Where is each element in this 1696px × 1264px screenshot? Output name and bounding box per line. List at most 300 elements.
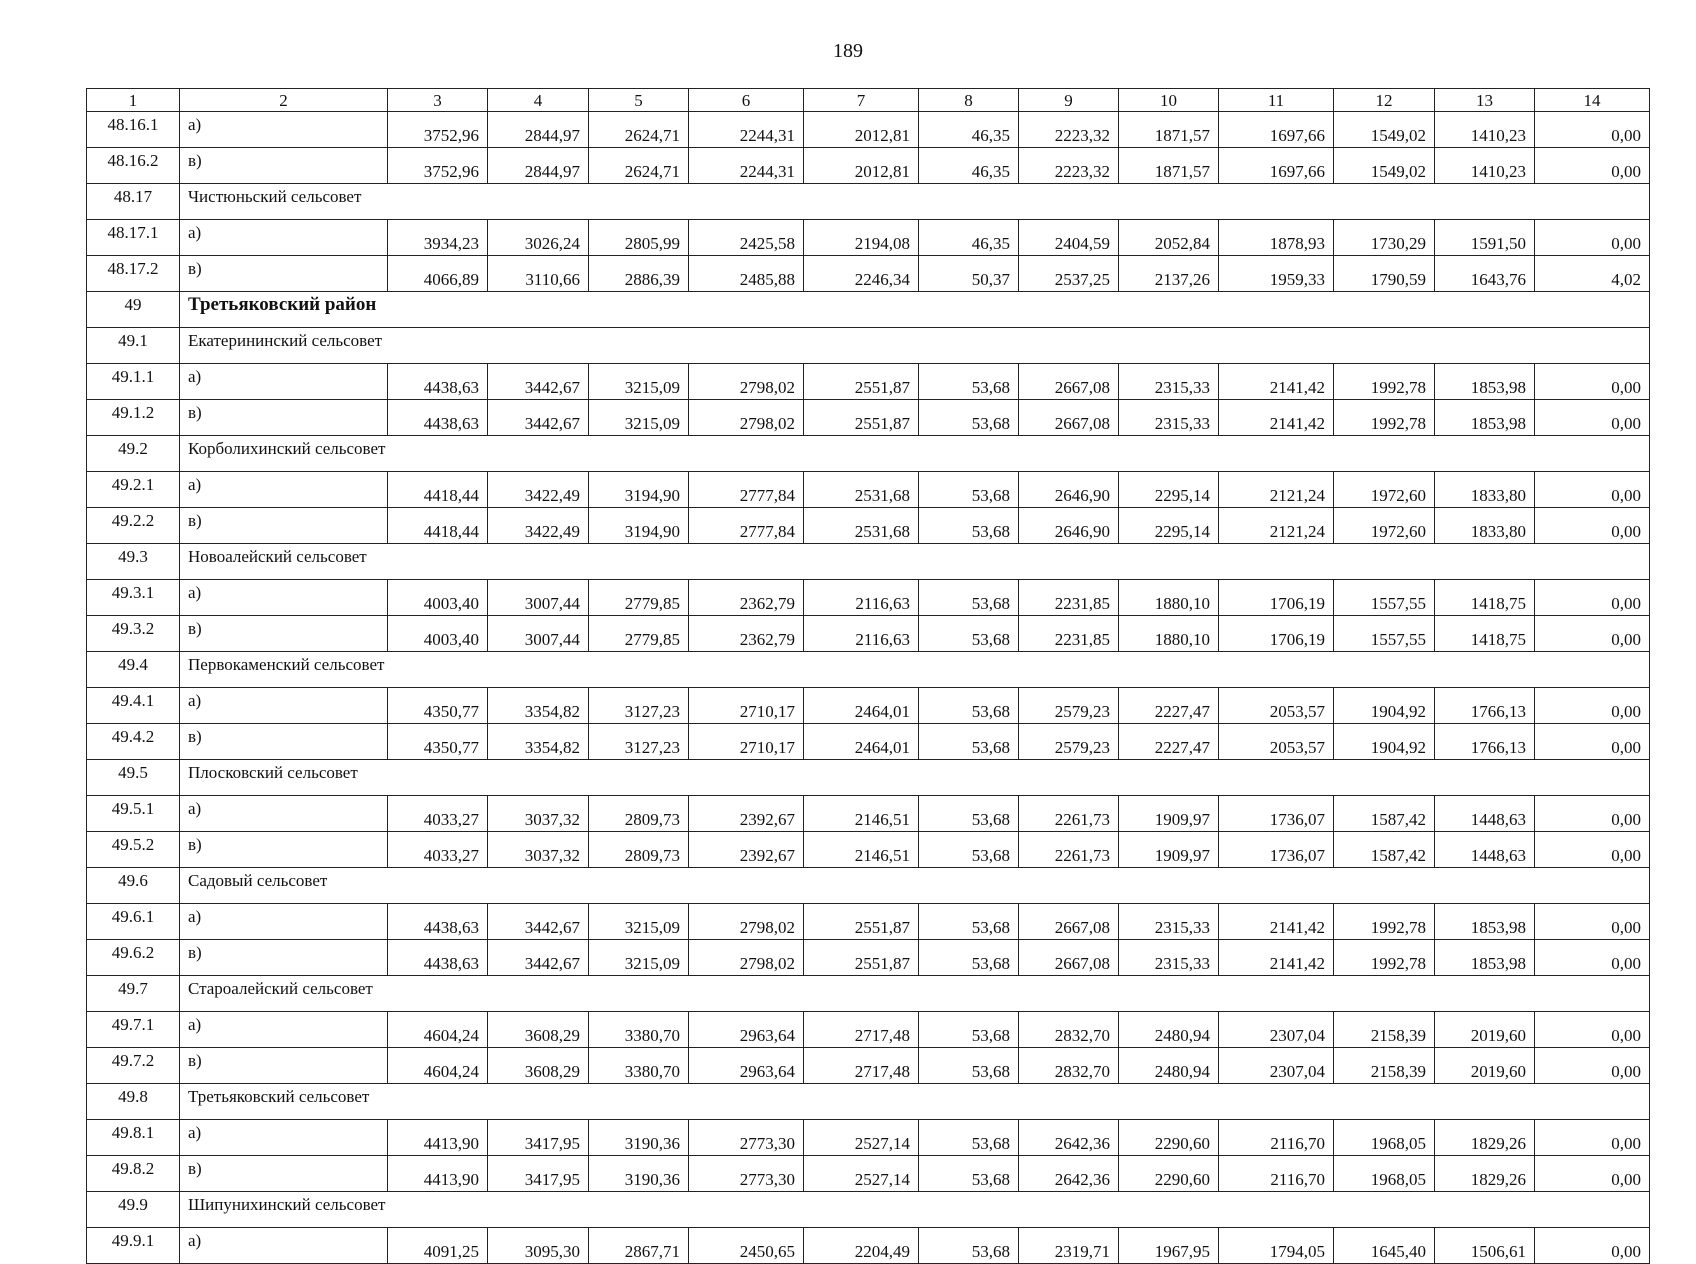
table-cell: 2624,71 [589,148,689,184]
table-cell: 2146,51 [804,796,919,832]
district-title: Третьяковский район [180,292,1650,328]
table-cell: 2667,08 [1019,904,1119,940]
row-label: в) [180,508,388,544]
table-cell: 3442,67 [488,904,589,940]
table-cell: 1448,63 [1435,796,1535,832]
table-cell: 2798,02 [689,904,804,940]
row-number: 49.3 [87,544,180,580]
row-label: а) [180,112,388,148]
table-cell: 2362,79 [689,616,804,652]
table-cell: 3354,82 [488,724,589,760]
section-row [87,868,1650,904]
table-cell: 3110,66 [488,256,589,292]
table-cell: 2779,85 [589,616,689,652]
column-header: 12 [1334,89,1435,112]
table-cell: 3007,44 [488,616,589,652]
table-cell: 4033,27 [388,832,488,868]
table-cell: 4604,24 [388,1048,488,1084]
row-label: в) [180,1048,388,1084]
column-header: 2 [180,89,388,112]
table-body [87,89,1650,1264]
row-number: 49.3.2 [87,616,180,652]
table-row [87,1012,1650,1048]
table-cell: 2315,33 [1119,364,1219,400]
table-cell: 1829,26 [1435,1156,1535,1192]
table-cell: 2537,25 [1019,256,1119,292]
table-row [87,148,1650,184]
table-cell: 2052,84 [1119,220,1219,256]
table-cell: 1557,55 [1334,580,1435,616]
table-cell: 3215,09 [589,940,689,976]
table-row [87,616,1650,652]
table-cell: 3127,23 [589,688,689,724]
table-cell: 3422,49 [488,472,589,508]
table-cell: 1766,13 [1435,724,1535,760]
section-row [87,544,1650,580]
table-cell: 1871,57 [1119,148,1219,184]
row-label: а) [180,688,388,724]
table-cell: 1587,42 [1334,796,1435,832]
table-cell: 4350,77 [388,688,488,724]
row-number: 49.1.1 [87,364,180,400]
table-cell: 1730,29 [1334,220,1435,256]
table-cell: 2261,73 [1019,796,1119,832]
table-cell: 2392,67 [689,796,804,832]
table-row [87,580,1650,616]
table-cell: 2531,68 [804,472,919,508]
table-cell: 2315,33 [1119,904,1219,940]
table-cell: 1587,42 [1334,832,1435,868]
table-cell: 1909,97 [1119,796,1219,832]
table-cell: 3380,70 [589,1048,689,1084]
column-header: 10 [1119,89,1219,112]
table-cell: 1967,95 [1119,1228,1219,1264]
table-cell: 0,00 [1535,904,1650,940]
section-row [87,1192,1650,1228]
column-header: 9 [1019,89,1119,112]
table-cell: 1706,19 [1219,580,1334,616]
table-cell: 4091,25 [388,1228,488,1264]
table-cell: 2480,94 [1119,1048,1219,1084]
row-number: 49.4 [87,652,180,688]
table-cell: 1410,23 [1435,148,1535,184]
table-cell: 1736,07 [1219,796,1334,832]
table-cell: 1853,98 [1435,400,1535,436]
table-cell: 2227,47 [1119,724,1219,760]
table-cell: 3190,36 [589,1120,689,1156]
table-cell: 2777,84 [689,472,804,508]
table-cell: 0,00 [1535,112,1650,148]
table-cell: 2141,42 [1219,364,1334,400]
row-number: 49.8.2 [87,1156,180,1192]
table-cell: 1968,05 [1334,1120,1435,1156]
table-cell: 2141,42 [1219,400,1334,436]
row-number: 49.9 [87,1192,180,1228]
table-cell: 0,00 [1535,1228,1650,1264]
table-cell: 46,35 [919,220,1019,256]
table-cell: 2551,87 [804,400,919,436]
row-label: а) [180,1228,388,1264]
table-cell: 2464,01 [804,724,919,760]
table-cell: 0,00 [1535,220,1650,256]
table-cell: 2019,60 [1435,1012,1535,1048]
table-cell: 2315,33 [1119,940,1219,976]
table-cell: 0,00 [1535,148,1650,184]
table-cell: 53,68 [919,364,1019,400]
row-number: 49.3.1 [87,580,180,616]
table-cell: 2963,64 [689,1048,804,1084]
table-cell: 2012,81 [804,148,919,184]
table-row [87,1120,1650,1156]
section-title: Чистюньский сельсовет [180,184,1650,220]
table-cell: 2019,60 [1435,1048,1535,1084]
table-cell: 1853,98 [1435,904,1535,940]
table-cell: 1506,61 [1435,1228,1535,1264]
table-row [87,400,1650,436]
table-cell: 0,00 [1535,832,1650,868]
row-number: 49.7.2 [87,1048,180,1084]
row-number: 49.2.1 [87,472,180,508]
row-number: 49.2 [87,436,180,472]
table-row [87,508,1650,544]
section-row [87,184,1650,220]
table-cell: 3422,49 [488,508,589,544]
row-label: в) [180,1156,388,1192]
table-cell: 2425,58 [689,220,804,256]
table-cell: 1736,07 [1219,832,1334,868]
table-cell: 2307,04 [1219,1012,1334,1048]
table-cell: 3608,29 [488,1012,589,1048]
table-cell: 0,00 [1535,724,1650,760]
table-cell: 2832,70 [1019,1012,1119,1048]
table-cell: 2053,57 [1219,688,1334,724]
table-row [87,472,1650,508]
table-cell: 3215,09 [589,904,689,940]
table-cell: 2290,60 [1119,1156,1219,1192]
table-cell: 1418,75 [1435,580,1535,616]
table-row [87,364,1650,400]
section-row [87,976,1650,1012]
table-cell: 2261,73 [1019,832,1119,868]
table-cell: 53,68 [919,796,1019,832]
table-cell: 53,68 [919,508,1019,544]
table-cell: 3752,96 [388,148,488,184]
table-cell: 0,00 [1535,1156,1650,1192]
row-number: 49.6.1 [87,904,180,940]
table-cell: 2798,02 [689,364,804,400]
table-cell: 1878,93 [1219,220,1334,256]
row-number: 49.8 [87,1084,180,1120]
table-cell: 3026,24 [488,220,589,256]
table-cell: 46,35 [919,148,1019,184]
row-label: а) [180,580,388,616]
table-cell: 0,00 [1535,508,1650,544]
header-row [87,89,1650,112]
section-title: Третьяковский сельсовет [180,1084,1650,1120]
table-cell: 1992,78 [1334,364,1435,400]
table-row [87,832,1650,868]
row-label: а) [180,904,388,940]
column-header: 3 [388,89,488,112]
table-cell: 2710,17 [689,724,804,760]
table-cell: 2867,71 [589,1228,689,1264]
table-cell: 2844,97 [488,112,589,148]
table-cell: 53,68 [919,1228,1019,1264]
table-cell: 2551,87 [804,940,919,976]
table-cell: 0,00 [1535,1120,1650,1156]
section-title: Корболихинский сельсовет [180,436,1650,472]
row-number: 49.5 [87,760,180,796]
table-cell: 2319,71 [1019,1228,1119,1264]
table-cell: 53,68 [919,616,1019,652]
table-cell: 53,68 [919,580,1019,616]
table-cell: 2362,79 [689,580,804,616]
table-cell: 2527,14 [804,1120,919,1156]
table-cell: 2579,23 [1019,688,1119,724]
section-title: Новоалейский сельсовет [180,544,1650,580]
table-cell: 2485,88 [689,256,804,292]
table-cell: 3442,67 [488,940,589,976]
section-title: Плосковский сельсовет [180,760,1650,796]
table-cell: 2158,39 [1334,1012,1435,1048]
section-title: Садовый сельсовет [180,868,1650,904]
table-cell: 1959,33 [1219,256,1334,292]
row-label: а) [180,796,388,832]
table-cell: 2146,51 [804,832,919,868]
table-cell: 1790,59 [1334,256,1435,292]
table-cell: 3095,30 [488,1228,589,1264]
row-number: 49.1.2 [87,400,180,436]
row-label: в) [180,724,388,760]
table-cell: 2137,26 [1119,256,1219,292]
table-cell: 2307,04 [1219,1048,1334,1084]
table-cell: 3194,90 [589,508,689,544]
table-cell: 2392,67 [689,832,804,868]
table-cell: 4438,63 [388,904,488,940]
row-number: 48.17.1 [87,220,180,256]
table-cell: 2717,48 [804,1048,919,1084]
section-row [87,436,1650,472]
table-cell: 2244,31 [689,148,804,184]
table-cell: 3417,95 [488,1120,589,1156]
table-row [87,796,1650,832]
row-number: 49.4.1 [87,688,180,724]
table-cell: 2667,08 [1019,364,1119,400]
table-cell: 3380,70 [589,1012,689,1048]
row-number: 49.5.2 [87,832,180,868]
table-cell: 1992,78 [1334,904,1435,940]
table-row [87,1048,1650,1084]
table-cell: 3007,44 [488,580,589,616]
table-cell: 2231,85 [1019,580,1119,616]
table-cell: 2231,85 [1019,616,1119,652]
table-cell: 0,00 [1535,940,1650,976]
row-number: 49.6 [87,868,180,904]
row-label: в) [180,616,388,652]
table-cell: 2646,90 [1019,508,1119,544]
table-cell: 1880,10 [1119,580,1219,616]
table-cell: 0,00 [1535,472,1650,508]
table-cell: 2551,87 [804,904,919,940]
row-label: в) [180,832,388,868]
table-cell: 1972,60 [1334,508,1435,544]
table-cell: 4003,40 [388,616,488,652]
table-cell: 53,68 [919,1156,1019,1192]
table-cell: 4,02 [1535,256,1650,292]
table-cell: 1448,63 [1435,832,1535,868]
table-cell: 2116,70 [1219,1120,1334,1156]
table-cell: 46,35 [919,112,1019,148]
table-cell: 53,68 [919,940,1019,976]
table-cell: 4003,40 [388,580,488,616]
table-cell: 1766,13 [1435,688,1535,724]
table-cell: 2121,24 [1219,508,1334,544]
table-cell: 3215,09 [589,364,689,400]
section-row [87,1084,1650,1120]
table-cell: 2963,64 [689,1012,804,1048]
table-cell: 4066,89 [388,256,488,292]
table-cell: 0,00 [1535,580,1650,616]
table-cell: 53,68 [919,1012,1019,1048]
table-cell: 3608,29 [488,1048,589,1084]
column-header: 14 [1535,89,1650,112]
table-cell: 3417,95 [488,1156,589,1192]
table-cell: 4418,44 [388,508,488,544]
table-cell: 2404,59 [1019,220,1119,256]
table-cell: 1968,05 [1334,1156,1435,1192]
section-title: Первокаменский сельсовет [180,652,1650,688]
table-cell: 2667,08 [1019,940,1119,976]
table-cell: 0,00 [1535,1012,1650,1048]
table-cell: 2480,94 [1119,1012,1219,1048]
table-cell: 1645,40 [1334,1228,1435,1264]
row-number: 49.8.1 [87,1120,180,1156]
table-cell: 2667,08 [1019,400,1119,436]
table-cell: 1833,80 [1435,472,1535,508]
table-cell: 2717,48 [804,1012,919,1048]
table-cell: 0,00 [1535,1048,1650,1084]
table-cell: 3442,67 [488,364,589,400]
table-cell: 2809,73 [589,796,689,832]
table-cell: 2158,39 [1334,1048,1435,1084]
row-label: а) [180,1012,388,1048]
table-cell: 1591,50 [1435,220,1535,256]
table-cell: 53,68 [919,1048,1019,1084]
table-cell: 2204,49 [804,1228,919,1264]
table-cell: 4413,90 [388,1156,488,1192]
table-cell: 2809,73 [589,832,689,868]
row-number: 49.2.2 [87,508,180,544]
column-header: 4 [488,89,589,112]
table-cell: 2053,57 [1219,724,1334,760]
table-cell: 1418,75 [1435,616,1535,652]
table-cell: 1549,02 [1334,148,1435,184]
table-cell: 2295,14 [1119,472,1219,508]
table-row [87,904,1650,940]
table-cell: 2244,31 [689,112,804,148]
table-cell: 53,68 [919,904,1019,940]
table-cell: 4033,27 [388,796,488,832]
table-row [87,688,1650,724]
table-cell: 4604,24 [388,1012,488,1048]
table-cell: 3127,23 [589,724,689,760]
table-cell: 2315,33 [1119,400,1219,436]
table-cell: 2642,36 [1019,1120,1119,1156]
table-cell: 2116,63 [804,580,919,616]
table-cell: 2642,36 [1019,1156,1119,1192]
table-row [87,220,1650,256]
table-row [87,112,1650,148]
table-cell: 53,68 [919,472,1019,508]
table-cell: 3190,36 [589,1156,689,1192]
table-cell: 53,68 [919,688,1019,724]
table-cell: 2646,90 [1019,472,1119,508]
row-number: 49 [87,292,180,328]
row-number: 48.17.2 [87,256,180,292]
table-cell: 2531,68 [804,508,919,544]
table-cell: 3037,32 [488,796,589,832]
table-cell: 1829,26 [1435,1120,1535,1156]
row-label: а) [180,472,388,508]
table-cell: 3215,09 [589,400,689,436]
table-cell: 2223,32 [1019,112,1119,148]
column-header: 11 [1219,89,1334,112]
table-cell: 2246,34 [804,256,919,292]
row-label: в) [180,400,388,436]
section-row [87,328,1650,364]
district-row [87,292,1650,328]
section-row [87,652,1650,688]
row-number: 48.16.2 [87,148,180,184]
table-cell: 2450,65 [689,1228,804,1264]
table-cell: 0,00 [1535,688,1650,724]
table-cell: 3354,82 [488,688,589,724]
row-label: в) [180,940,388,976]
column-header: 5 [589,89,689,112]
table-cell: 4438,63 [388,400,488,436]
table-cell: 1992,78 [1334,940,1435,976]
section-title: Шипунихинский сельсовет [180,1192,1650,1228]
table-cell: 2773,30 [689,1120,804,1156]
table-cell: 2844,97 [488,148,589,184]
table-row [87,1156,1650,1192]
row-label: а) [180,1120,388,1156]
table-cell: 50,37 [919,256,1019,292]
row-number: 49.4.2 [87,724,180,760]
table-cell: 4438,63 [388,364,488,400]
page-number: 189 [833,40,863,62]
table-cell: 2777,84 [689,508,804,544]
column-header: 7 [804,89,919,112]
table-cell: 2227,47 [1119,688,1219,724]
table-cell: 1992,78 [1334,400,1435,436]
table-cell: 53,68 [919,400,1019,436]
table-cell: 2579,23 [1019,724,1119,760]
table-row [87,1228,1650,1264]
table-cell: 0,00 [1535,616,1650,652]
table-cell: 1853,98 [1435,364,1535,400]
row-label: в) [180,256,388,292]
table-cell: 2886,39 [589,256,689,292]
table-cell: 0,00 [1535,400,1650,436]
table-row [87,256,1650,292]
table-cell: 2141,42 [1219,940,1334,976]
table-cell: 2194,08 [804,220,919,256]
table-cell: 1643,76 [1435,256,1535,292]
table-cell: 2805,99 [589,220,689,256]
section-title: Екатерининский сельсовет [180,328,1650,364]
table-cell: 4350,77 [388,724,488,760]
